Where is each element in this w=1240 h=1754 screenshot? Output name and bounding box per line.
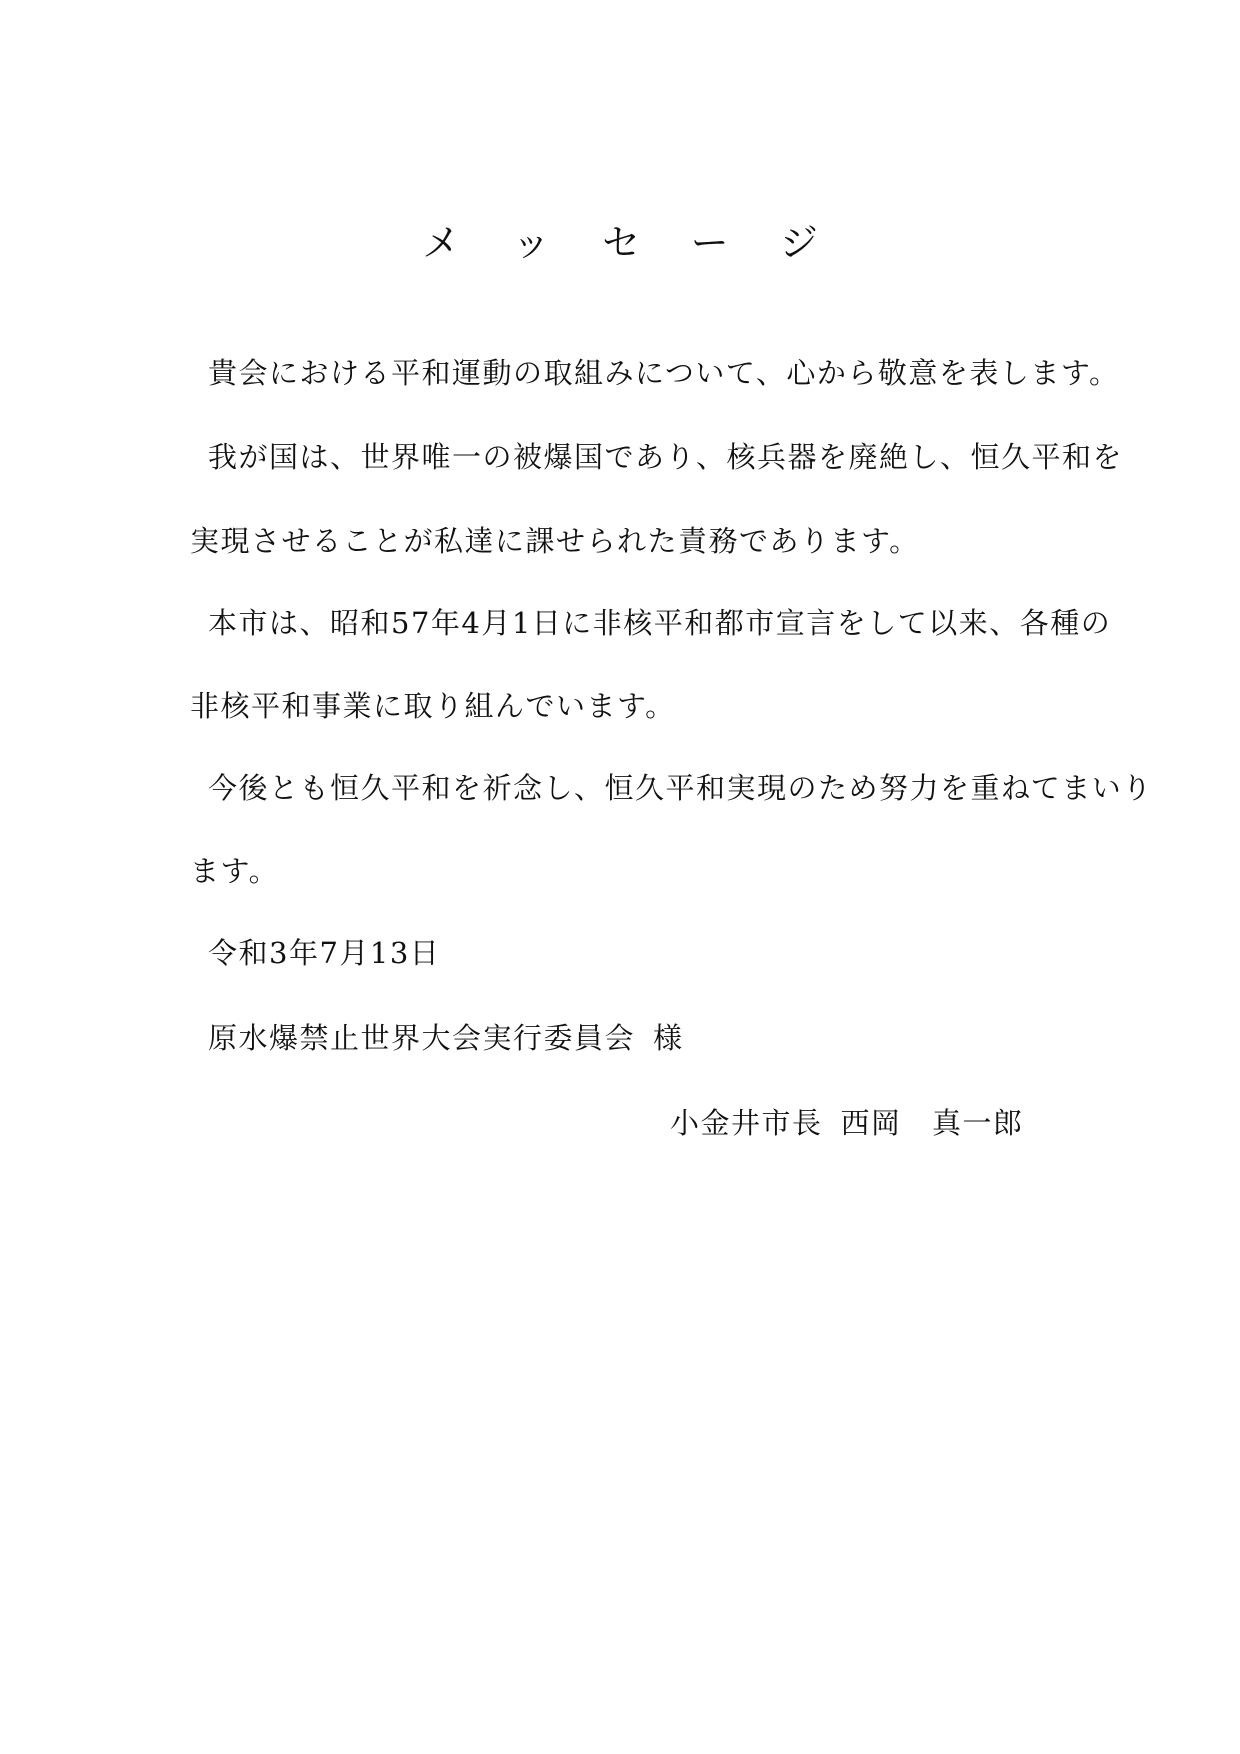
body-line-2: 我が国は、世界唯一の被爆国であり、核兵器を廃絶し、恒久平和を (208, 440, 1124, 474)
addressee-honorific: 様 (653, 1021, 684, 1055)
document-title: メッセージ (422, 221, 870, 265)
addressee (208, 1018, 684, 1058)
body-line-5: 非核平和事業に取り組んでいます。 (190, 689, 676, 723)
signature-title: 小金井市長 (670, 1106, 823, 1140)
body-line-6: 今後とも恒久平和を祈念し、恒久平和実現のため努力を重ねてまいり (208, 771, 1153, 805)
body-line-4: 本市は、昭和57年4月1日に非核平和都市宣言をして以来、各種の (208, 606, 1112, 640)
addressee-name: 原水爆禁止世界大会実行委員会 (208, 1021, 636, 1055)
body-line-7: ます。 (190, 854, 280, 888)
body-line-1: 貴会における平和運動の取組みについて、心から敬意を表します。 (208, 356, 1120, 390)
body-line-3: 実現させることが私達に課せられた責務であります。 (190, 524, 920, 558)
signature (670, 1103, 1024, 1143)
document-date: 令和3年7月13日 (208, 936, 441, 970)
signature-name: 西岡 真一郎 (840, 1106, 1024, 1140)
